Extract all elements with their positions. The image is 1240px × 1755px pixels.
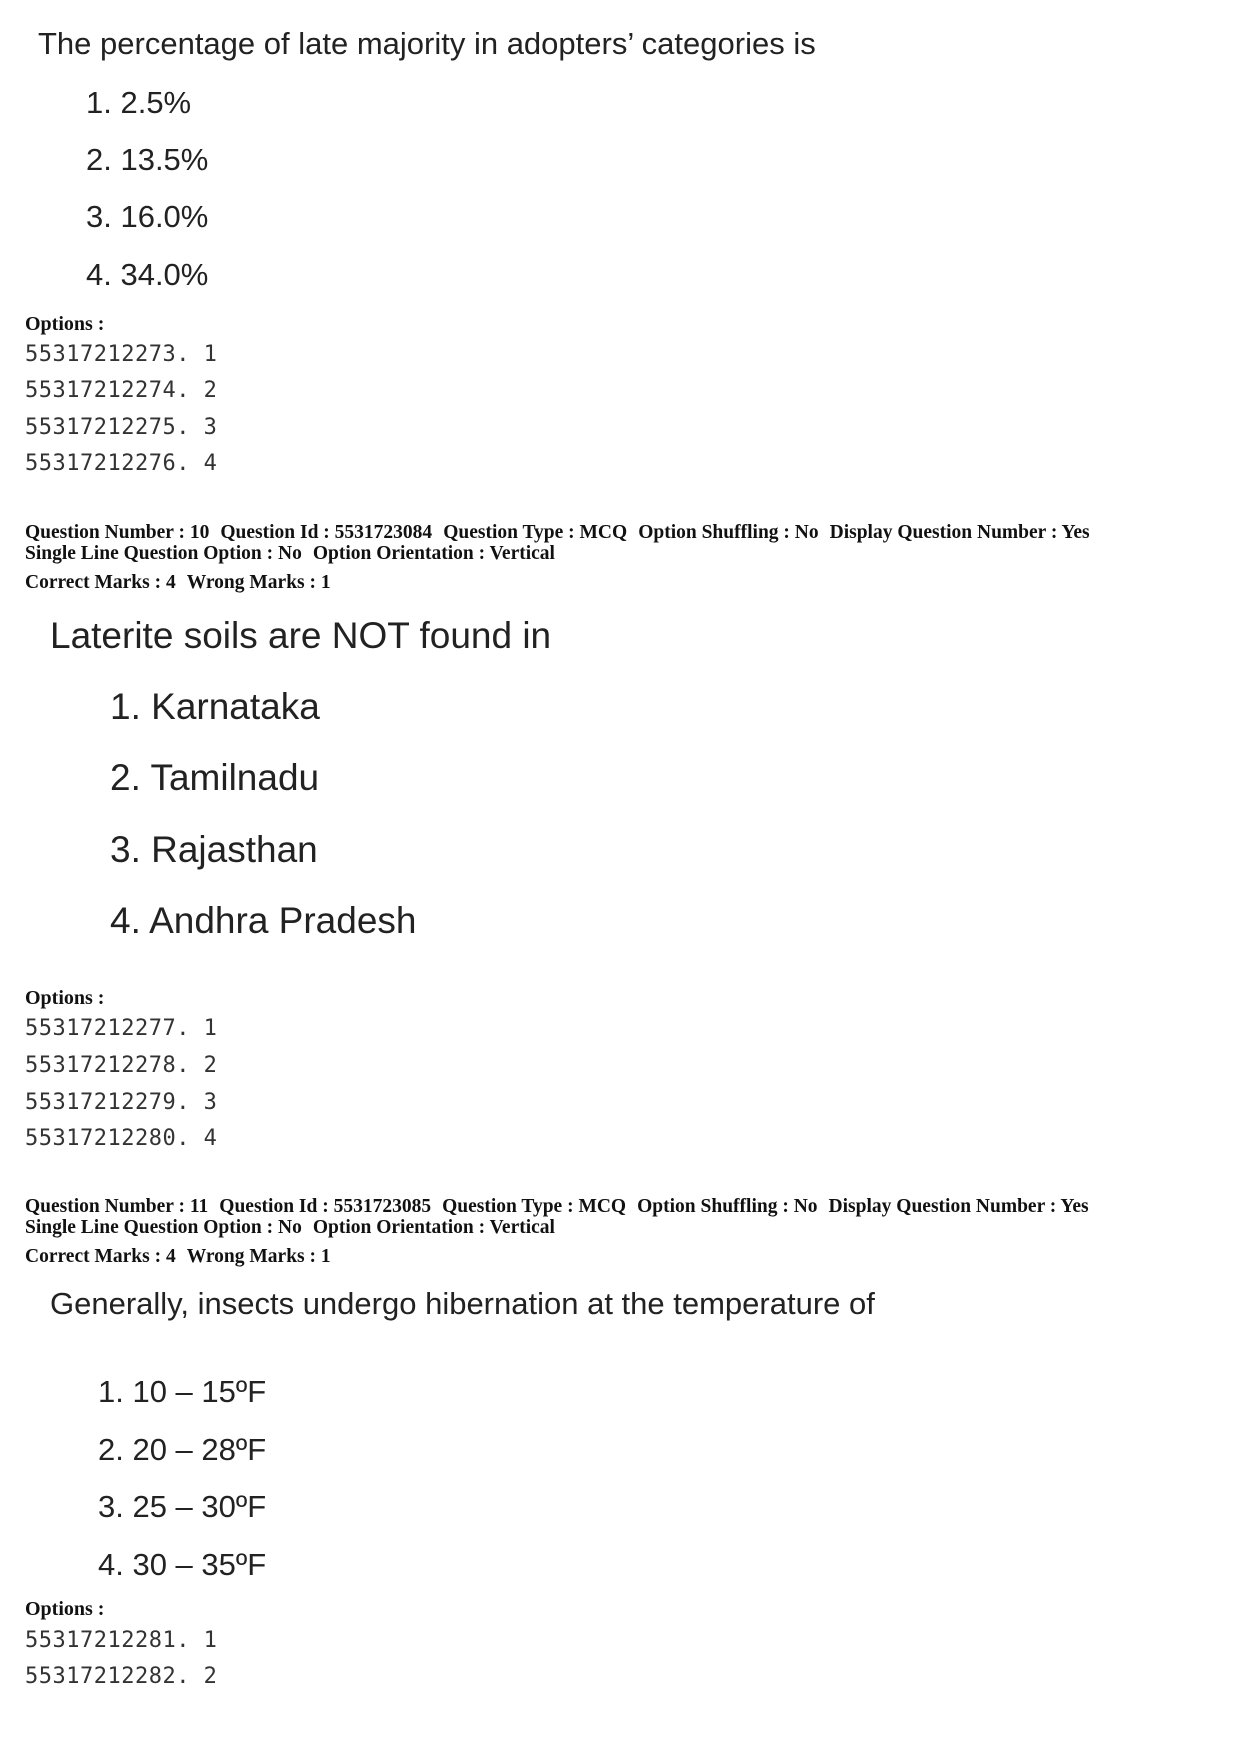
wrong-marks: Wrong Marks : 1 — [186, 1246, 331, 1267]
question-choice: 3. 25 – 30ºF — [98, 1489, 267, 1524]
question-number: Question Number : 11 — [25, 1196, 209, 1217]
options-label: Options : — [25, 987, 105, 1009]
option-row: 55317212277. 1 — [25, 1016, 218, 1041]
question-text: The percentage of late majority in adopters’ categories is — [38, 26, 816, 61]
question-meta-line — [25, 1217, 566, 1238]
question-text: Laterite soils are NOT found in — [50, 615, 552, 656]
correct-marks: Correct Marks : 4 — [25, 1246, 176, 1267]
question-choice: 1. 2.5% — [86, 85, 192, 120]
single-line-question-option: Single Line Question Option : No — [25, 1217, 302, 1238]
question-choice: 4. Andhra Pradesh — [110, 900, 417, 941]
option-row: 55317212278. 2 — [25, 1053, 218, 1078]
marks-line — [25, 1246, 342, 1267]
option-row: 55317212280. 4 — [25, 1126, 218, 1151]
display-question-number: Display Question Number : Yes — [829, 522, 1090, 543]
question-choice: 2. 20 – 28ºF — [98, 1432, 267, 1467]
option-row: 55317212281. 1 — [25, 1628, 218, 1653]
option-row: 55317212282. 2 — [25, 1664, 218, 1689]
option-row: 55317212275. 3 — [25, 415, 218, 440]
question-text: Generally, insects undergo hibernation at the temperature of — [50, 1286, 875, 1321]
option-orientation: Option Orientation : Vertical — [312, 1217, 555, 1238]
question-meta-line — [25, 543, 566, 564]
options-label: Options : — [25, 313, 105, 335]
display-question-number: Display Question Number : Yes — [828, 1196, 1089, 1217]
option-row: 55317212276. 4 — [25, 451, 218, 476]
question-type: Question Type : MCQ — [442, 1196, 627, 1217]
question-choice: 4. 34.0% — [86, 257, 209, 292]
question-id: Question Id : 5531723084 — [220, 522, 433, 543]
question-choice: 1. 10 – 15ºF — [98, 1374, 267, 1409]
options-label: Options : — [25, 1598, 105, 1620]
question-choice: 4. 30 – 35ºF — [98, 1547, 267, 1582]
option-shuffling: Option Shuffling : No — [638, 522, 819, 543]
question-number: Question Number : 10 — [25, 522, 210, 543]
question-id: Question Id : 5531723085 — [219, 1196, 432, 1217]
option-row: 55317212279. 3 — [25, 1090, 218, 1115]
marks-line — [25, 572, 342, 593]
option-row: 55317212273. 1 — [25, 342, 218, 367]
wrong-marks: Wrong Marks : 1 — [186, 572, 331, 593]
question-meta-line — [25, 1196, 1100, 1217]
question-choice: 2. Tamilnadu — [110, 757, 320, 798]
option-orientation: Option Orientation : Vertical — [312, 543, 555, 564]
question-type: Question Type : MCQ — [443, 522, 628, 543]
correct-marks: Correct Marks : 4 — [25, 572, 176, 593]
option-row: 55317212274. 2 — [25, 378, 218, 403]
question-choice: 3. Rajasthan — [110, 829, 318, 870]
question-meta-line — [25, 522, 1101, 543]
single-line-question-option: Single Line Question Option : No — [25, 543, 302, 564]
question-choice: 1. Karnataka — [110, 686, 320, 727]
question-choice: 2. 13.5% — [86, 142, 209, 177]
option-shuffling: Option Shuffling : No — [637, 1196, 818, 1217]
question-choice: 3. 16.0% — [86, 199, 209, 234]
